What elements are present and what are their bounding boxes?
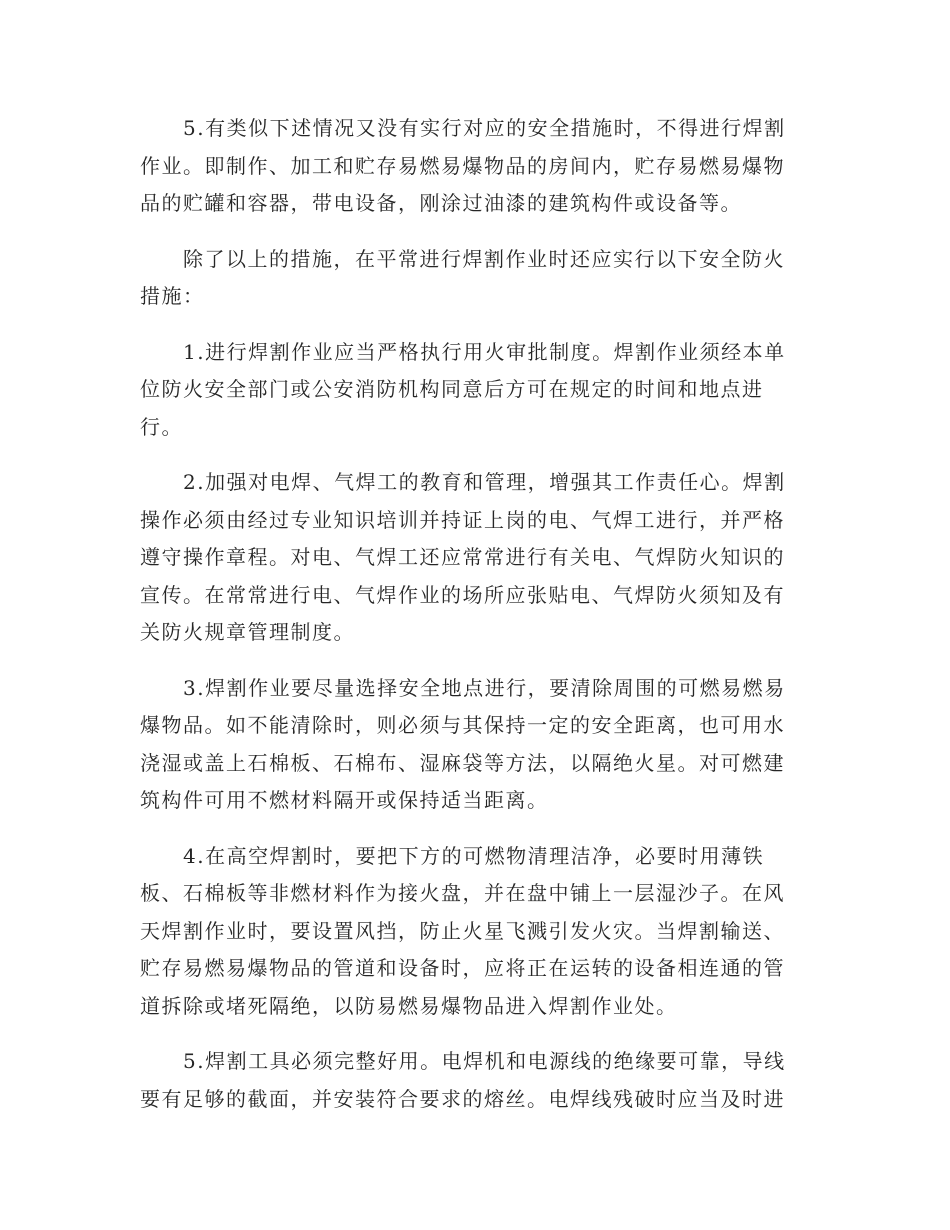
text-line: 筑构件可用不燃材料隔开或保持适当距离。 <box>140 788 549 812</box>
paragraph-measure-5 <box>140 1043 810 1118</box>
paragraph-intro-measures <box>140 241 810 316</box>
text-line: 关防火规章管理制度。 <box>140 620 355 644</box>
document-body <box>140 110 810 1136</box>
text-line: 措施： <box>140 284 205 308</box>
paragraph-measure-2 <box>140 464 810 652</box>
text-line: 操作必须由经过专业知识培训并持证上岗的电、气焊工进行，并严格 <box>140 507 785 532</box>
text-line: 板、石棉板等非燃材料作为接火盘，并在盘中铺上一层湿沙子。在风 <box>140 881 785 905</box>
paragraph-measure-4 <box>140 838 810 1026</box>
text-line: 宣传。在常常进行电、气焊作业的场所应张贴电、气焊防火须知及有 <box>140 582 785 607</box>
text-line: 3.焊割作业要尽量选择安全地点进行，要清除周围的可燃易燃易 <box>183 675 786 700</box>
text-line: 行。 <box>140 414 183 439</box>
text-line: 2.加强对电焊、气焊工的教育和管理，增强其工作责任心。焊割 <box>183 470 786 494</box>
text-line: 贮存易燃易爆物品的管道和设备时，应将正在运转的设备相连通的管 <box>140 956 785 980</box>
paragraph-measure-1 <box>140 334 810 447</box>
text-line: 道拆除或堵死隔绝，以防易燃易爆物品进入焊割作业处。 <box>140 993 678 1018</box>
text-line: 4.在高空焊割时，要把下方的可燃物清理洁净，必要时用薄铁 <box>183 843 765 868</box>
text-line: 天焊割作业时，要设置风挡，防止火星飞溅引发火灾。当焊割输送、 <box>140 918 785 943</box>
text-line: 5.焊割工具必须完整好用。电焊机和电源线的绝缘要可靠，导线 <box>183 1049 786 1073</box>
text-line: 除了以上的措施，在平常进行焊割作业时还应实行以下安全防火 <box>183 246 785 271</box>
text-line: 要有足够的截面，并安装符合要求的熔丝。电焊线残破时应当及时进 <box>140 1086 785 1111</box>
text-line: 作业。即制作、加工和贮存易燃易爆物品的房间内，贮存易燃易爆物 <box>140 153 785 178</box>
text-line: 浇湿或盖上石棉板、石棉布、湿麻袋等方法，以隔绝火星。对可燃建 <box>140 750 785 775</box>
text-line: 位防火安全部门或公安消防机构同意后方可在规定的时间和地点进 <box>140 377 764 401</box>
text-line: 5.有类似下述情况又没有实行对应的安全措施时，不得进行焊割 <box>183 116 786 140</box>
text-line: 1.进行焊割作业应当严格执行用火审批制度。焊割作业须经本单 <box>183 339 786 364</box>
paragraph-prohibited-conditions <box>140 110 810 223</box>
paragraph-measure-3 <box>140 670 810 820</box>
text-line: 品的贮罐和容器，带电设备，刚涂过油漆的建筑构件或设备等。 <box>140 191 742 215</box>
text-line: 爆物品。如不能清除时，则必须与其保持一定的安全距离，也可用水 <box>140 713 785 737</box>
text-line: 遵守操作章程。对电、气焊工还应常常进行有关电、气焊防火知识的 <box>140 545 785 569</box>
